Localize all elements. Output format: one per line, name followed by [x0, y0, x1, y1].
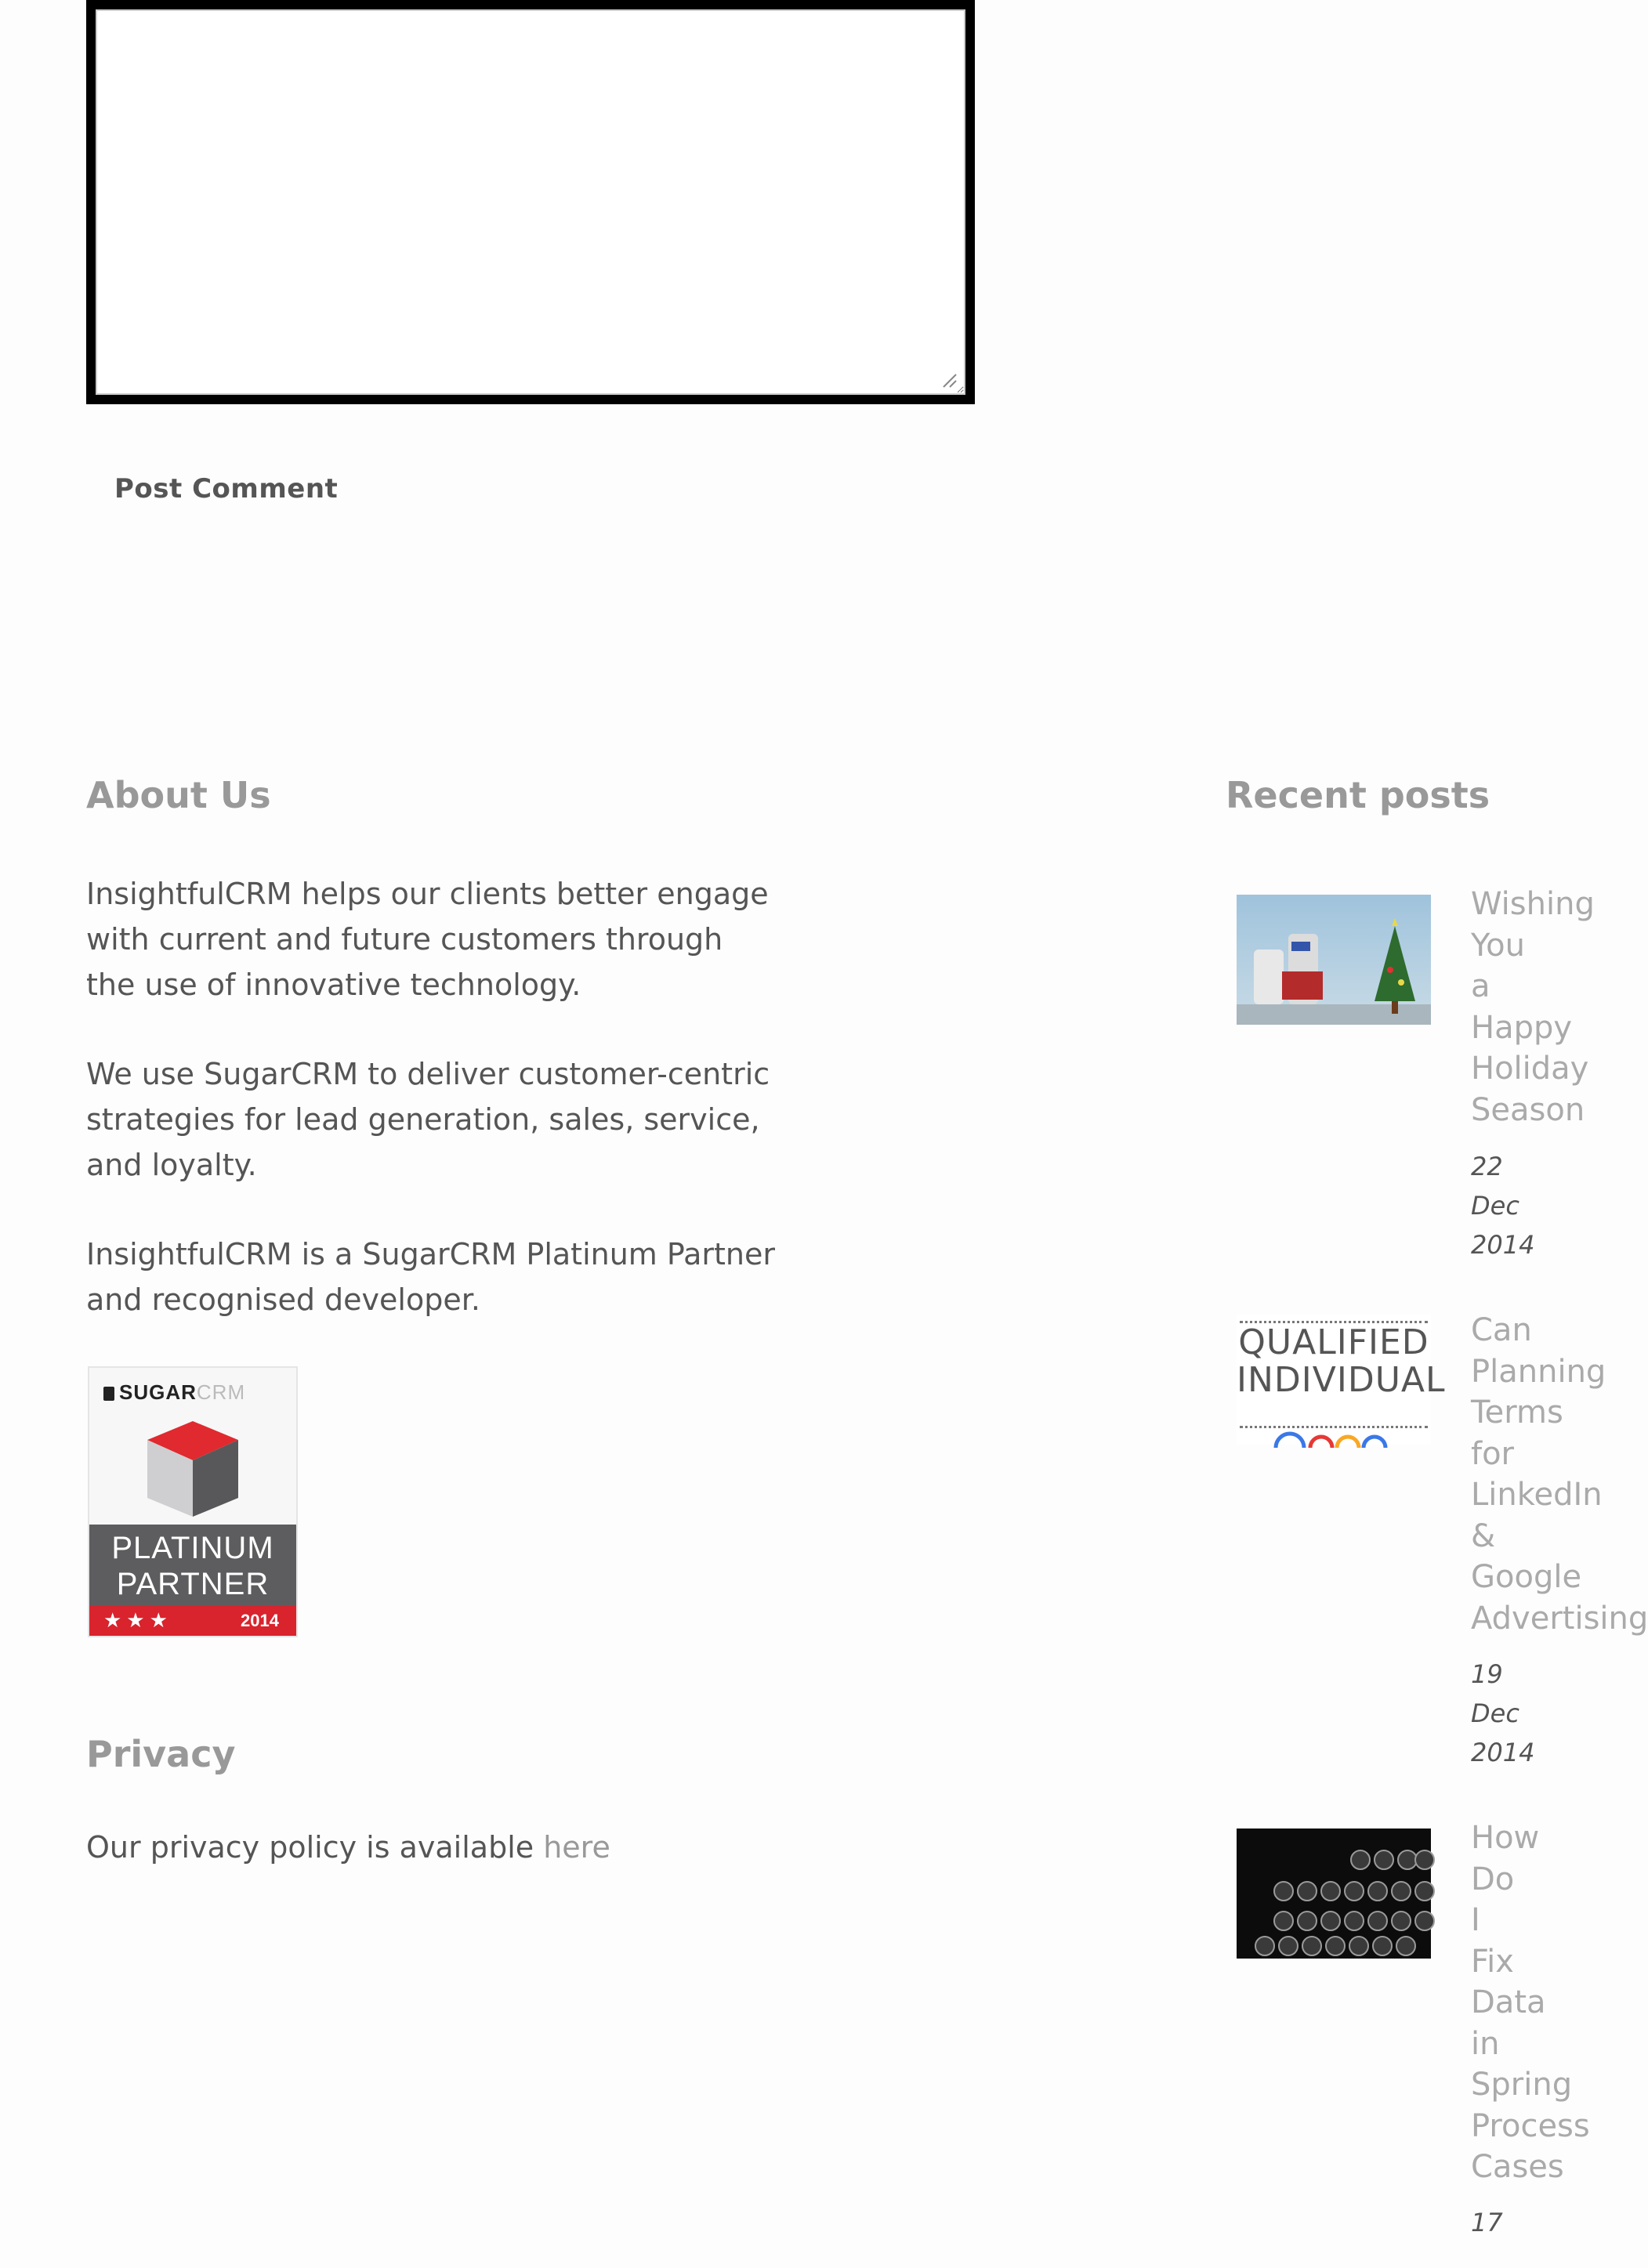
recent-post-date: 22 Dec 2014	[1471, 1152, 1535, 1260]
badge-year: 2014	[241, 1611, 279, 1630]
sugarcrm-platinum-partner-badge	[88, 1366, 298, 1637]
recent-posts-heading: Recent posts	[1226, 774, 1490, 816]
about-paragraph: We use SugarCRM to deliver customer-centric strategies for lead generation, sales, service, and loyalty.	[86, 1057, 770, 1182]
recent-post-date: 17	[1471, 2208, 1503, 2237]
comment-textarea-frame	[86, 0, 975, 404]
about-paragraph: InsightfulCRM is a SugarCRM Platinum Partner and recognised developer.	[86, 1237, 775, 1317]
about-us-heading: About Us	[86, 774, 271, 816]
privacy-text-body: Our privacy policy is available	[86, 1830, 544, 1865]
sugarcrm-logo	[103, 1380, 245, 1405]
thumb-text-individual: INDIVIDUAL	[1237, 1360, 1446, 1400]
recent-post-title-link[interactable]: How Do I Fix Data in Spring Process Cases	[1471, 1820, 1590, 2185]
about-us-text	[86, 871, 776, 1366]
logo-word-sugar: SUGAR	[119, 1380, 197, 1404]
privacy-text	[86, 1830, 610, 1865]
red-cube-icon	[141, 1415, 244, 1520]
comment-textarea[interactable]	[96, 9, 965, 395]
privacy-policy-link[interactable]: here	[543, 1830, 610, 1865]
badge-grey-band	[89, 1525, 296, 1608]
badge-line-platinum: PLATINUM	[111, 1531, 274, 1565]
post-thumbnail-lego-christmas[interactable]	[1237, 895, 1431, 1025]
about-paragraph: InsightfulCRM helps our clients better engage with current and future customers through the use of innovative technology.	[86, 877, 769, 1002]
post-comment-button[interactable]: Post Comment	[114, 473, 339, 505]
recent-post-title-link[interactable]: Wishing You a Happy Holiday Season	[1471, 886, 1595, 1128]
logo-word-crm: CRM	[196, 1380, 246, 1404]
resize-handle-icon[interactable]	[940, 371, 958, 389]
google-logo-fragment-icon	[1268, 1429, 1401, 1448]
post-thumbnail-typewriter[interactable]	[1237, 1829, 1431, 1959]
privacy-heading: Privacy	[86, 1733, 236, 1775]
post-thumbnail-adwords[interactable]	[1237, 1315, 1446, 1445]
recent-post-title-link[interactable]: Can Planning Terms for LinkedIn & Google Advertising	[1471, 1312, 1648, 1637]
sugarcrm-logo-mark-icon	[103, 1387, 114, 1401]
badge-stars-icon: ★★★	[103, 1608, 172, 1632]
badge-red-band	[89, 1606, 296, 1636]
thumb-text-qualified: QUALIFIED	[1238, 1322, 1429, 1362]
badge-line-partner: PARTNER	[116, 1567, 270, 1601]
recent-post-date: 19 Dec 2014	[1471, 1659, 1535, 1767]
